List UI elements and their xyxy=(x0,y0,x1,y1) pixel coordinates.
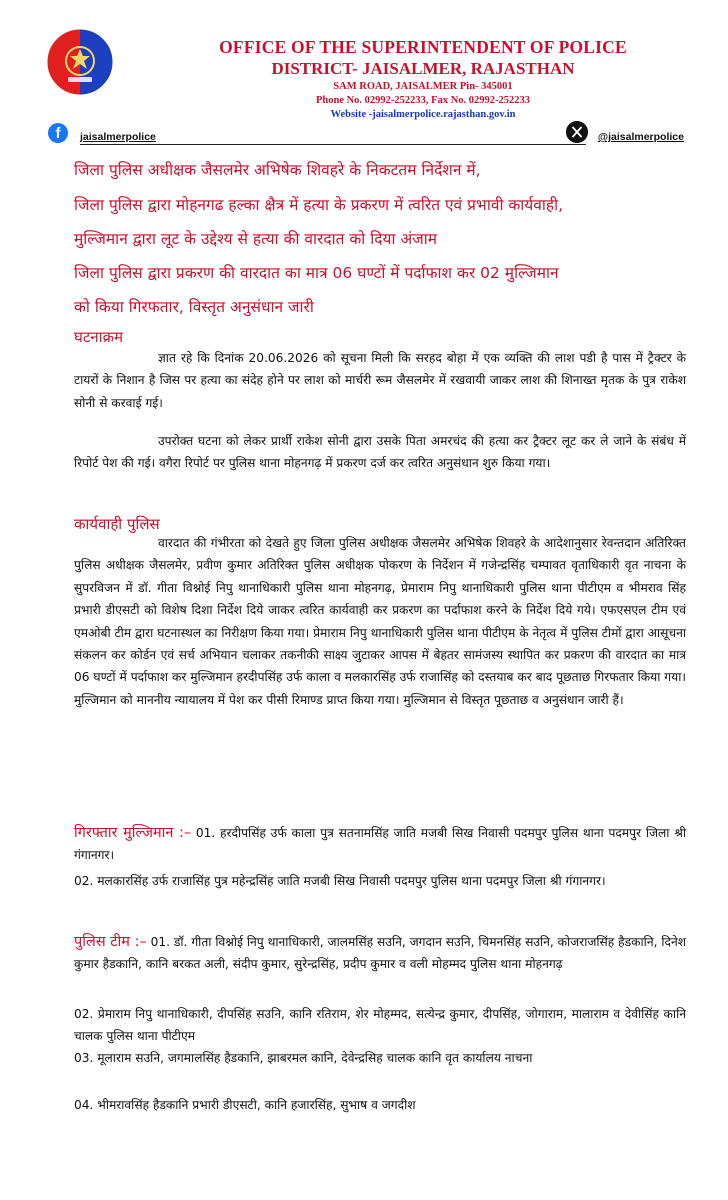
police-logo-icon xyxy=(46,28,114,96)
phone: Phone No. 02992-252233, Fax No. 02992-252233 xyxy=(315,95,531,106)
incident-paragraph-2: उपरोक्त घटना को लेकर प्रार्थी राकेश सोनी द्वारा उसके पिता अमरचंद की हत्या कर ट्रैक्टर लूट कर ले जाने के संबंध में रिपोर्ट पेश की गई। वगैरा रिपोर्ट पर पुलिस थाना मोहनगढ़ में प्रकरण दर्ज कर त्वरित अनुसंधान शुरु किया गया। xyxy=(74,434,686,471)
facebook-icon: f xyxy=(48,123,68,143)
action-heading: कार्यवाही पुलिस xyxy=(74,515,160,533)
website: Website -jaisalmerpolice.rajasthan.gov.in xyxy=(330,109,516,120)
headline-line-4: जिला पुलिस द्वारा प्रकरण की वारदात का मात्र 06 घण्टों में पर्दाफाश कर 02 मुल्जिमान xyxy=(74,264,559,282)
x-handle: @jaisalmerpolice xyxy=(597,131,684,143)
incident-paragraph-1: ज्ञात रहे कि दिनांक 20.06.2026 को सूचना मिली कि सरहद बोहा में एक व्यक्ति की लाश पडी है पास में ट्रैक्टर के टायरों के निशान है जिस पर हत्या का संदेह होने पर लाश को मार्चरी रूम जैसलमेर में रखवायी जाकर लाश की शिनाख्त मृतक के पुत्र राकेश सोनी से करवाई गई। xyxy=(74,351,686,410)
district-title: DISTRICT- JAISALMER, RAJASTHAN xyxy=(271,59,575,78)
office-title: OFFICE OF THE SUPERINTENDENT OF POLICE xyxy=(219,37,627,57)
headline-line-5: को किया गिरफतार, विस्तृत अनुसंधान जारी xyxy=(74,298,314,316)
team-item-1: पुलिस टीम :– 01. डॉ. गीता विश्नोई निपु थानाधिकारी, जालमसिंह सउनि, जगदान सउनि, चिमनसिंह सउनि, कोजराजसिंह हैडकानि, दिनेश कुमार हैडकानि, कानि बरकत अली, संदीप कुमार, सुरेन्द्रसिंह, प्रदीप कुमार व वली मोहम्मद पुलिस थाना मोहनगढ़ xyxy=(74,934,687,972)
letterhead xyxy=(130,36,716,122)
team-item-4: 04. भीमरावसिंह हैडकानि प्रभारी डीएसटी, कानि हजारसिंह, सुभाष व जगदीश xyxy=(74,1098,416,1112)
team-item-2: 02. प्रेमाराम निपु थानाधिकारी, दीपसिंह सउनि, कानि रतिराम, शेर मोहम्मद, सत्येन्द्र कुमार, दीपसिंह, जोगाराम, मालाराम व देवीसिंह कानि चालक पुलिस थाना पीटीएम xyxy=(74,1007,686,1044)
headline-line-3: मुल्जिमान द्वारा लूट के उद्देश्य से हत्या की वारदात को दिया अंजाम xyxy=(74,230,438,248)
team-item-3: 03. मूलाराम सउनि, जगमालसिंह हैडकानि, झाबरमल कानि, देवेन्द्रसिह चालक कानि वृत कार्यालय नाचना xyxy=(74,1051,533,1065)
arrested-item-2: 02. मलकारसिंह उर्फ राजासिंह पुत्र महेन्द्रसिंह जाति मजबी सिख निवासी पदमपुर पुलिस थाना पदमपुर जिला श्री गंगानगर। xyxy=(74,874,606,888)
headline-line-2: जिला पुलिस द्वारा मोहनगढ हल्का क्षैत्र में हत्या के प्रकरण में त्वरित एवं प्रभावी कार्यवाही, xyxy=(74,196,564,214)
x-icon xyxy=(566,121,588,143)
incident-heading: घटनाक्रम xyxy=(74,328,124,346)
address: SAM ROAD, JAISALMER Pin- 345001 xyxy=(333,81,513,92)
arrested-heading: गिरफ्तार मुल्जिमान :– xyxy=(74,825,192,841)
headline-line-1: जिला पुलिस अधीक्षक जैसलमेर अभिषेक शिवहरे के निकटतम निर्देशन में, xyxy=(74,161,481,179)
divider xyxy=(80,144,586,145)
team-heading: पुलिस टीम :– xyxy=(74,934,147,950)
social-strip xyxy=(48,121,684,147)
facebook-handle: jaisalmerpolice xyxy=(80,131,156,143)
action-paragraph: वारदात की गंभीरता को देखते हुए जिला पुलिस अधीक्षक जैसलमेर अभिषेक शिवहरे के आदेशानुसार रेवन्तदान अतिरिक्त पुलिस अधीक्षक जैसलमेर, प्रवीण कुमार अतिरिक्त पुलिस अधीक्षक पोकरण के निर्देशन में गजेन्द्रसिंह चम्पावत वृताधिकारी वृत नाचना के सुपरविजन में डॉ. गीता विश्नोई निपु थानाधिकारी पुलिस थाना मोहनगढ़, प्रेमाराम निपु थानाधिकारी पुलिस थाना पीटीएम व भीमराव सिंह प्रभारी डीएसटी को विशेष दिशा निर्देश दिये जाकर त्वरित कार्यवाही कर प्रकरण का पर्दाफाश करने के निर्देश दिये गये। एफएसएल टीम एवं एमओबी टीम द्वारा घटनास्थल का निरीक्षण किया गया। प्रेमाराम निपु थानाधिकारी पुलिस थाना पीटीएम के नेतृत्व में पुलिस टीमों द्वारा आसूचना संकलन कर कोर्डन एवं सर्च अभियान चलाकर तकनीकी साक्ष्य जुटाकर आपस में बेहतर सामंजस्य स्थापित कर प्रकरण की वारदात का मात्र 06 घण्टों में पर्दाफाश कर मुल्जिमान हरदीपसिंह उर्फ काला व मलकारसिंह उर्फ राजासिंह को दस्तयाब कर बाद पूछताछ गिरफतार किया गया। मुल्जिमान को माननीय न्यायालय में पेश कर पीसी रिमाण्ड प्राप्त किया गया। मुल्जिमान से विस्तृत पूछताछ व अनुसंधान जारी हैं। xyxy=(74,536,686,707)
arrested-item-1: गिरफ्तार मुल्जिमान :– 01. हरदीपसिंह उर्फ काला पुत्र सतनामसिंह जाति मजबी सिख निवासी पदमपुर पुलिस थाना पदमपुर जिला श्री गंगानगर। xyxy=(74,825,686,863)
